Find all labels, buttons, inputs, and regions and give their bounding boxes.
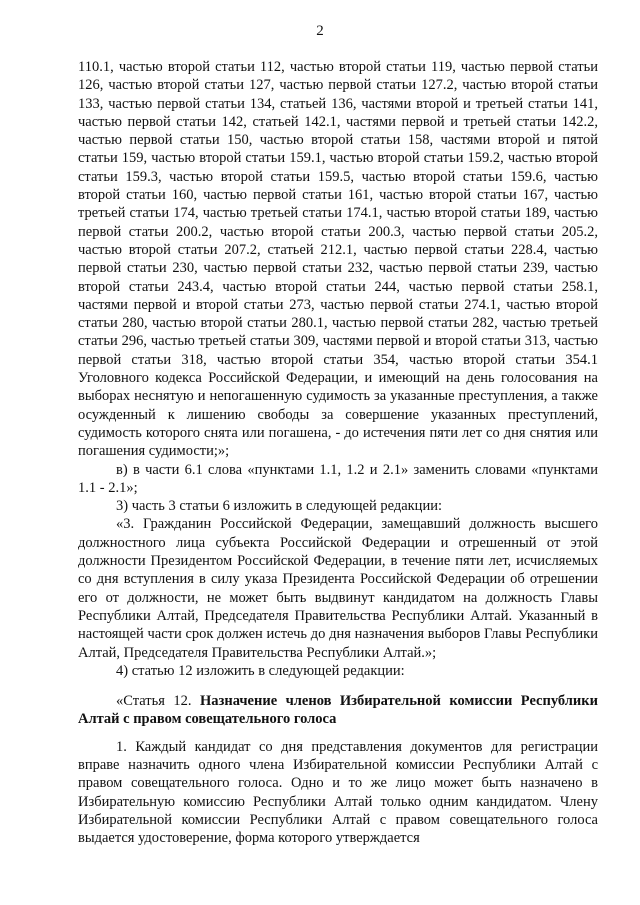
paragraph-amend-part-6-1: в) в части 6.1 слова «пунктами 1.1, 1.2 и 2.1» заменить словами «пунктами 1.1 - 2.1»; [78, 461, 598, 496]
paragraph-part-3-text: «3. Гражданин Российской Федерации, замещавший должность высшего должностного лица субъекта Российской Федерации и отрешенный от этой должности Президентом Российской Федерации, в течение пяти лет, исчисляемых со дня вступления в силу указа Президента Российской Федерации об отрешении его от должности, не может быть выдвинут кандидатом на должность Главы Республики Алтай, Председателя Правительства Республики Алтай. Указанный в настоящей части срок должен истечь до дня назначения выборов Главы Республики Алтай, Председателя Правительства Республики Алтай.»; [78, 516, 598, 661]
article-title: Назначение членов Избирательной комиссии Республики Алтай с правом совещательного голоса [78, 693, 598, 728]
article-12-heading [78, 692, 598, 729]
paragraph-item-3: 3) часть 3 статьи 6 изложить в следующей редакции: [116, 498, 442, 515]
article-prefix: «Статья 12. [116, 693, 200, 710]
paragraph-criminal-code-list: 110.1, частью второй статьи 112, частью второй статьи 119, частью первой статьи 126, частью второй статьи 127, частью первой статьи 127.2, частью второй статьи 133, частью первой статьи 134, статьей 136, частями второй и третьей статьи 141, частью первой статьи 142, статьей 142.1, частями первой и третьей статьи 142.2, частью первой статьи 150, частью второй статьи 158, частями второй и пятой статьи 159, частью второй статьи 159.1, частью второй статьи 159.2, частью второй статьи 159.3, частью второй статьи 159.5, частью второй статьи 159.6, частью второй статьи 160, частью первой статьи 161, частью второй статьи 167, частью третьей статьи 174, частью третьей статьи 174.1, частью второй статьи 189, частью первой статьи 200.2, частью второй статьи 200.3, частью первой статьи 205.2, частью второй статьи 207.2, статьей 212.1, частью первой статьи 228.4, частью первой статьи 230, частью первой статьи 232, частью первой статьи 239, частью второй статьи 243.4, частью второй статьи 244, частью первой статьи 258.1, частями первой и второй статьи 273, частью первой статьи 274.1, частью второй статьи 280, частью второй статьи 280.1, частью первой статьи 282, частью третьей статьи 296, частью третьей статьи 309, частями первой и второй статьи 313, частью первой статьи 318, частью второй статьи 354, частью второй статьи 354.1 Уголовного кодекса Российской Федерации, и имеющий на день голосования на выборах неснятую и непогашенную судимость за указанные преступления, а также осужденный к лишению свободы за совершение указанных преступлений, судимость которого снята или погашена, - до истечения пяти лет со дня снятия или погашения судимости;»; [78, 59, 598, 460]
page-number: 2 [316, 23, 324, 39]
paragraph-item-4: 4) статью 12 изложить в следующей редакции: [116, 662, 405, 679]
document-body [78, 58, 598, 847]
article-12-part-1: 1. Каждый кандидат со дня представления документов для регистрации вправе назначить одного члена Избирательной комиссии Республики Алтай с правом совещательного голоса. Одно и то же лицо может быть назначено в Избирательную комиссию Республики Алтай только одним кандидатом. Члену Избирательной комиссии Республики Алтай с правом совещательного голоса выдается удостоверение, форма которого утверждается [78, 738, 598, 847]
